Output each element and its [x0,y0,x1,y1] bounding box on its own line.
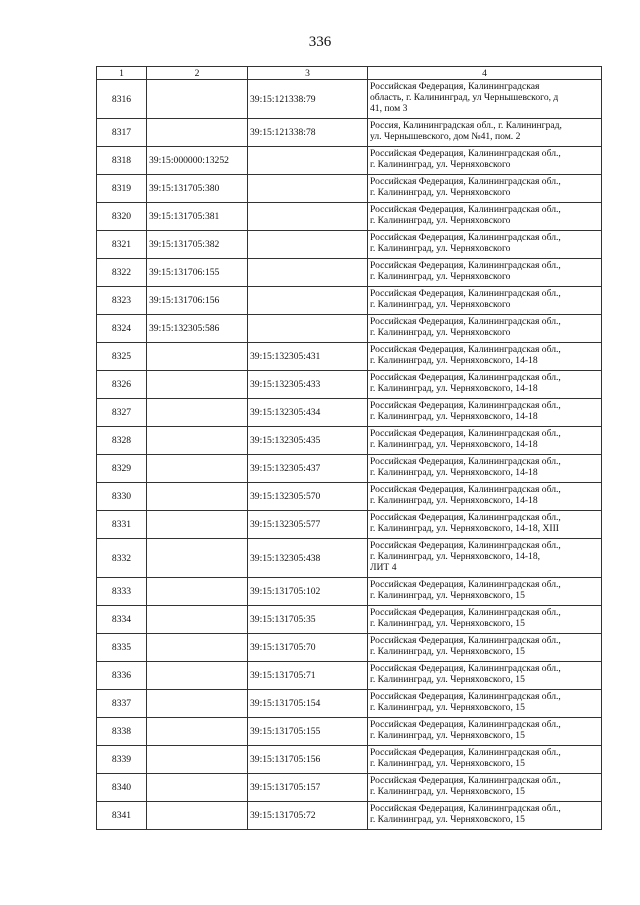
table-row [97,399,602,427]
address-line: Российская Федерация, Калининградская [370,81,540,92]
address-line: г. Калининград, ул. Черняховского, 15 [370,786,525,797]
cadastral-number-cell [147,634,248,662]
address-line: Россия, Калининградская обл., г. Калининград, [370,120,562,131]
address-line: Российская Федерация, Калининградская обл., [370,719,561,730]
address-line: г. Калининград, ул. Черняховского, 14-18 [370,439,538,450]
address-cell [368,455,602,483]
address-line: г. Калининград, ул. Черняховского [370,327,511,338]
cadastral-number-cell [147,718,248,746]
cadastral-number-cell [147,427,248,455]
object-cadastral-number-cell [248,147,368,175]
registry-table [96,66,602,830]
cadastral-number-cell [147,455,248,483]
object-cadastral-number-cell [248,231,368,259]
address-cell [368,427,602,455]
address-line: Российская Федерация, Калининградская обл., [370,456,561,467]
row-number-cell: 8335 [97,634,147,662]
row-number-cell: 8317 [97,119,147,147]
object-cadastral-number-cell: 39:15:131705:71 [248,662,368,690]
cadastral-number-cell [147,578,248,606]
address-line: Российская Федерация, Калининградская обл., [370,747,561,758]
cadastral-number-cell [147,746,248,774]
object-cadastral-number-cell [248,175,368,203]
address-cell [368,718,602,746]
address-line: Российская Федерация, Калининградская обл., [370,691,561,702]
object-cadastral-number-cell: 39:15:131705:35 [248,606,368,634]
row-number-cell: 8336 [97,662,147,690]
table-row [97,774,602,802]
cadastral-number-cell [147,371,248,399]
address-line: г. Калининград, ул. Черняховского, 14-18 [370,467,538,478]
table-row [97,802,602,830]
table-row [97,315,602,343]
row-number-cell: 8322 [97,259,147,287]
object-cadastral-number-cell: 39:15:132305:434 [248,399,368,427]
object-cadastral-number-cell: 39:15:131705:156 [248,746,368,774]
cadastral-number-cell [147,539,248,578]
address-cell [368,690,602,718]
address-line: Российская Федерация, Калининградская обл., [370,176,561,187]
cadastral-number-cell: 39:15:000000:13252 [147,147,248,175]
address-line: г. Калининград, ул. Черняховского, 15 [370,674,525,685]
object-cadastral-number-cell: 39:15:132305:437 [248,455,368,483]
address-cell [368,175,602,203]
object-cadastral-number-cell: 39:15:132305:431 [248,343,368,371]
object-cadastral-number-cell: 39:15:121338:78 [248,119,368,147]
column-header-2: 2 [147,67,248,80]
table-row [97,511,602,539]
table-row [97,371,602,399]
address-line: г. Калининград, ул. Черняховского, 15 [370,646,525,657]
address-cell [368,343,602,371]
table-row [97,147,602,175]
object-cadastral-number-cell: 39:15:121338:79 [248,80,368,119]
object-cadastral-number-cell: 39:15:131705:157 [248,774,368,802]
address-line: г. Калининград, ул. Черняховского [370,215,511,226]
row-number-cell: 8325 [97,343,147,371]
address-cell [368,287,602,315]
object-cadastral-number-cell: 39:15:132305:570 [248,483,368,511]
address-line: г. Калининград, ул. Черняховского [370,271,511,282]
address-cell [368,119,602,147]
address-cell [368,746,602,774]
column-header-1: 1 [97,67,147,80]
cadastral-number-cell [147,119,248,147]
table-row [97,746,602,774]
table-row [97,606,602,634]
table-row [97,662,602,690]
address-line: г. Калининград, ул. Черняховского, 14-18, XIII [370,523,559,534]
address-line: Российская Федерация, Калининградская обл., [370,635,561,646]
table-row [97,287,602,315]
address-line: область, г. Калининград, ул Чернышевского, д [370,92,559,103]
row-number-cell: 8329 [97,455,147,483]
table-row [97,427,602,455]
address-line: 41, пом 3 [370,103,408,114]
row-number-cell: 8331 [97,511,147,539]
address-cell [368,511,602,539]
row-number-cell: 8326 [97,371,147,399]
address-line: г. Калининград, ул. Черняховского [370,243,511,254]
table-row [97,483,602,511]
cadastral-number-cell [147,399,248,427]
row-number-cell: 8328 [97,427,147,455]
address-cell [368,80,602,119]
address-line: г. Калининград, ул. Черняховского, 14-18 [370,383,538,394]
address-cell [368,203,602,231]
address-cell [368,399,602,427]
column-header-4: 4 [368,67,602,80]
address-line: г. Калининград, ул. Черняховского, 14-18 [370,355,538,366]
address-line: Российская Федерация, Калининградская обл., [370,316,561,327]
address-line: г. Калининград, ул. Черняховского, 15 [370,590,525,601]
cadastral-number-cell: 39:15:131705:381 [147,203,248,231]
address-line: г. Калининград, ул. Черняховского [370,159,511,170]
address-cell [368,774,602,802]
address-cell [368,147,602,175]
row-number-cell: 8338 [97,718,147,746]
address-cell [368,231,602,259]
address-cell [368,315,602,343]
cadastral-number-cell [147,774,248,802]
address-line: г. Калининград, ул. Черняховского, 15 [370,618,525,629]
object-cadastral-number-cell: 39:15:131705:102 [248,578,368,606]
page-number: 336 [308,34,332,50]
object-cadastral-number-cell [248,203,368,231]
object-cadastral-number-cell: 39:15:131705:155 [248,718,368,746]
row-number-cell: 8340 [97,774,147,802]
address-line: г. Калининград, ул. Черняховского [370,187,511,198]
row-number-cell: 8321 [97,231,147,259]
object-cadastral-number-cell [248,259,368,287]
row-number-cell: 8339 [97,746,147,774]
row-number-cell: 8337 [97,690,147,718]
table-row [97,231,602,259]
cadastral-number-cell: 39:15:131706:155 [147,259,248,287]
row-number-cell: 8320 [97,203,147,231]
table-row [97,119,602,147]
address-line: г. Калининград, ул. Черняховского [370,299,511,310]
row-number-cell: 8316 [97,80,147,119]
address-line: Российская Федерация, Калининградская обл., [370,775,561,786]
address-line: г. Калининград, ул. Черняховского, 15 [370,730,525,741]
address-line: Российская Федерация, Калининградская обл., [370,512,561,523]
table-row [97,203,602,231]
object-cadastral-number-cell [248,315,368,343]
row-number-cell: 8324 [97,315,147,343]
row-number-cell: 8323 [97,287,147,315]
address-cell [368,606,602,634]
cadastral-number-cell: 39:15:131705:380 [147,175,248,203]
address-line: г. Калининград, ул. Черняховского, 14-18, [370,551,541,562]
address-cell [368,371,602,399]
object-cadastral-number-cell: 39:15:132305:577 [248,511,368,539]
address-line: Российская Федерация, Калининградская обл., [370,260,561,271]
row-number-cell: 8332 [97,539,147,578]
address-line: Российская Федерация, Калининградская обл., [370,344,561,355]
address-cell [368,802,602,830]
table-row [97,175,602,203]
address-line: Российская Федерация, Калининградская обл., [370,803,561,814]
cadastral-number-cell [147,802,248,830]
address-line: Российская Федерация, Калининградская обл., [370,579,561,590]
object-cadastral-number-cell [248,287,368,315]
table-body [97,80,602,830]
cadastral-number-cell [147,80,248,119]
object-cadastral-number-cell: 39:15:132305:438 [248,539,368,578]
cadastral-number-cell [147,483,248,511]
row-number-cell: 8327 [97,399,147,427]
object-cadastral-number-cell: 39:15:132305:433 [248,371,368,399]
table-row [97,718,602,746]
table-row [97,690,602,718]
row-number-cell: 8333 [97,578,147,606]
address-line: Российская Федерация, Калининградская обл., [370,400,561,411]
table-header [97,67,602,80]
address-line: г. Калининград, ул. Черняховского, 15 [370,814,525,825]
column-header-3: 3 [248,67,368,80]
address-line: Российская Федерация, Калининградская обл., [370,428,561,439]
address-cell [368,483,602,511]
object-cadastral-number-cell: 39:15:132305:435 [248,427,368,455]
row-number-cell: 8319 [97,175,147,203]
cadastral-number-cell [147,662,248,690]
address-cell [368,539,602,578]
table-row [97,80,602,119]
header-row [97,67,602,80]
row-number-cell: 8334 [97,606,147,634]
cadastral-number-cell: 39:15:131706:156 [147,287,248,315]
cadastral-number-cell: 39:15:132305:586 [147,315,248,343]
address-line: ЛИТ 4 [370,562,397,573]
address-line: Российская Федерация, Калининградская обл., [370,204,561,215]
address-cell [368,578,602,606]
table-row [97,259,602,287]
address-line: Российская Федерация, Калининградская обл., [370,607,561,618]
table-row [97,634,602,662]
address-line: Российская Федерация, Калининградская обл., [370,484,561,495]
object-cadastral-number-cell: 39:15:131705:72 [248,802,368,830]
object-cadastral-number-cell: 39:15:131705:70 [248,634,368,662]
cadastral-number-cell [147,343,248,371]
table-row [97,343,602,371]
address-line: г. Калининград, ул. Черняховского, 15 [370,758,525,769]
address-cell [368,634,602,662]
address-line: Российская Федерация, Калининградская обл., [370,540,561,551]
object-cadastral-number-cell: 39:15:131705:154 [248,690,368,718]
table-row [97,539,602,578]
table-row [97,578,602,606]
address-line: ул. Чернышевского, дом №41, пом. 2 [370,131,521,142]
address-line: Российская Федерация, Калининградская обл., [370,372,561,383]
address-line: Российская Федерация, Калининградская обл., [370,148,561,159]
address-cell [368,259,602,287]
cadastral-number-cell: 39:15:131705:382 [147,231,248,259]
address-line: г. Калининград, ул. Черняховского, 14-18 [370,495,538,506]
address-line: Российская Федерация, Калининградская обл., [370,663,561,674]
address-line: г. Калининград, ул. Черняховского, 15 [370,702,525,713]
address-cell [368,662,602,690]
row-number-cell: 8318 [97,147,147,175]
address-line: Российская Федерация, Калининградская обл., [370,288,561,299]
row-number-cell: 8341 [97,802,147,830]
address-line: г. Калининград, ул. Черняховского, 14-18 [370,411,538,422]
cadastral-number-cell [147,690,248,718]
address-line: Российская Федерация, Калининградская обл., [370,232,561,243]
table-row [97,455,602,483]
row-number-cell: 8330 [97,483,147,511]
cadastral-number-cell [147,511,248,539]
cadastral-number-cell [147,606,248,634]
